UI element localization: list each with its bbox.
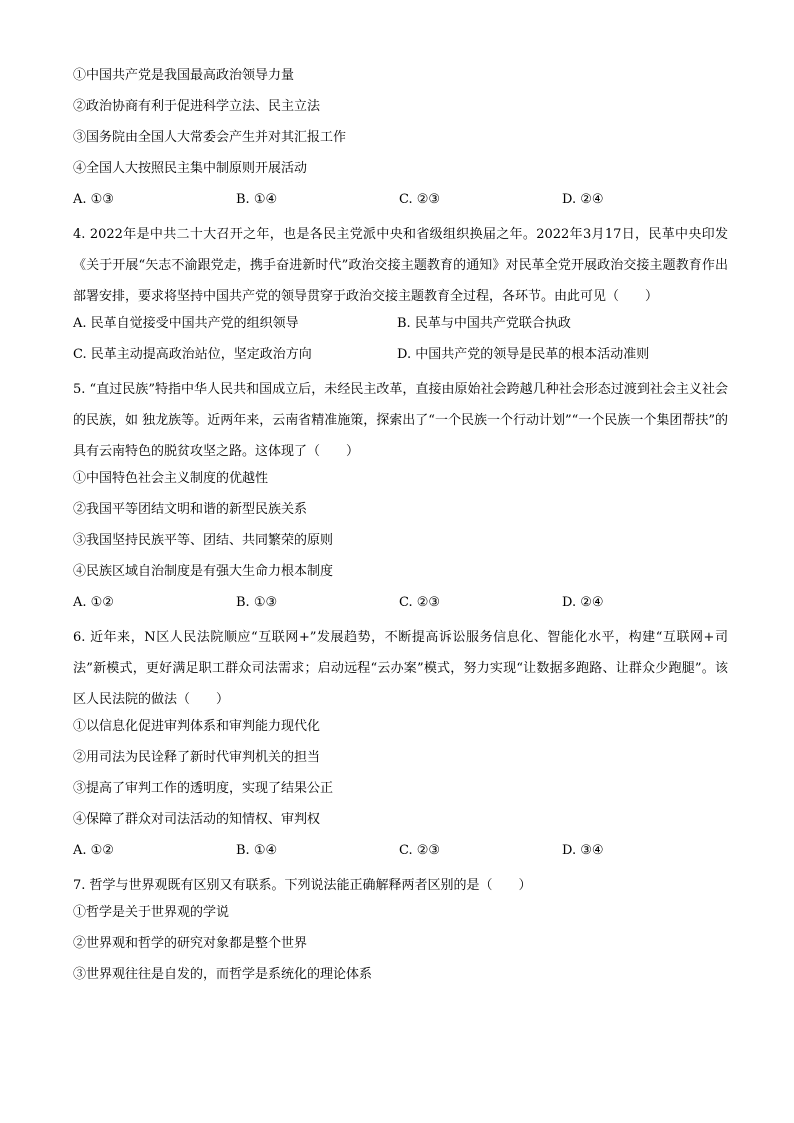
question-stem: 4. 2022年是中共二十大召开之年，也是各民主党派中央和省级组织换届之年。2022年3月17日，民革中央印发《关于开展“矢志不渝跟党走，携手奋进新时代”政治交接主题教育的通知》对民革全党开展政治交接主题教育作出部署安排，要求将坚持中国共产党的领导贯穿于政治交接主题教育全过程，各环节。由此可见（ ） — [73, 227, 728, 304]
question-7 — [73, 870, 728, 994]
answer-options-row-1 — [73, 312, 728, 343]
option-a: A. ①② — [73, 595, 114, 610]
option-d: D. ②④ — [562, 192, 604, 207]
option-c: C. ②③ — [399, 192, 441, 207]
statement-1: ①中国共产党是我国最高政治领导力量 — [73, 68, 295, 83]
option-a: A. ①③ — [73, 192, 114, 207]
option-b: B. ①③ — [236, 595, 278, 610]
statement-3: ③国务院由全国人大常委会产生并对其汇报工作 — [73, 130, 347, 145]
statement-4: ④民族区域自治制度是有强大生命力根本制度 — [73, 564, 334, 579]
statement-2: ②用司法为民诠释了新时代审判机关的担当 — [73, 750, 321, 765]
answer-options — [73, 839, 728, 870]
option-b: B. ①④ — [236, 843, 278, 858]
question-stem: 6. 近年来，N区人民法院顺应“互联网+”发展趋势，不断提高诉讼服务信息化、智能化水平，构建“互联网+司法”新模式，更好满足职工群众司法需求；启动远程“云办案”模式，努力实现“让数据多跑路、让群众少跑腿”。该区人民法院的做法（ ） — [73, 630, 728, 707]
question-stem: 7. 哲学与世界观既有区别又有联系。下列说法能正确解释两者区别的是（ ） — [73, 878, 532, 893]
option-d: D. ③④ — [562, 843, 604, 858]
option-d: D. ②④ — [562, 595, 604, 610]
statement-2: ②我国平等团结文明和谐的新型民族关系 — [73, 502, 308, 517]
question-4 — [73, 219, 728, 374]
question-stem: 5. “直过民族”特指中华人民共和国成立后，未经民主改革，直接由原始社会跨越几种社会形态过渡到社会主义社会的民族，如 独龙族等。近两年来，云南省精准施策，探索出了“一个民族一个行动计划”“一个民族一个集团帮扶”的具有云南特色的脱贫攻坚之路。这体现了（ ） — [73, 382, 728, 459]
question-5 — [73, 374, 728, 622]
statement-4: ④保障了群众对司法活动的知情权、审判权 — [73, 812, 321, 827]
statement-3: ③世界观往往是自发的，而哲学是系统化的理论体系 — [73, 967, 373, 982]
option-d: D. 中国共产党的领导是民革的根本活动准则 — [397, 347, 650, 362]
question-3 — [73, 64, 728, 219]
option-b: B. ①④ — [236, 192, 278, 207]
page-content — [73, 64, 728, 994]
option-a: A. 民革自觉接受中国共产党的组织领导 — [73, 316, 299, 331]
statement-1: ①中国特色社会主义制度的优越性 — [73, 471, 269, 486]
statement-3: ③我国坚持民族平等、团结、共同繁荣的原则 — [73, 533, 334, 548]
answer-options — [73, 591, 728, 622]
option-c: C. ②③ — [399, 595, 441, 610]
statement-4: ④全国人大按照民主集中制原则开展活动 — [73, 161, 308, 176]
option-c: C. ②③ — [399, 843, 441, 858]
answer-options-row-2 — [73, 343, 728, 374]
option-a: A. ①② — [73, 843, 114, 858]
option-c: C. 民革主动提高政治站位，坚定政治方向 — [73, 347, 312, 362]
statement-2: ②政治协商有利于促进科学立法、民主立法 — [73, 99, 321, 114]
answer-options — [73, 188, 728, 219]
statement-2: ②世界观和哲学的研究对象都是整个世界 — [73, 936, 308, 951]
statement-1: ①哲学是关于世界观的学说 — [73, 905, 230, 920]
statement-3: ③提高了审判工作的透明度，实现了结果公正 — [73, 781, 334, 796]
statement-1: ①以信息化促进审判体系和审判能力现代化 — [73, 719, 321, 734]
option-b: B. 民革与中国共产党联合执政 — [397, 316, 571, 331]
question-6 — [73, 622, 728, 870]
